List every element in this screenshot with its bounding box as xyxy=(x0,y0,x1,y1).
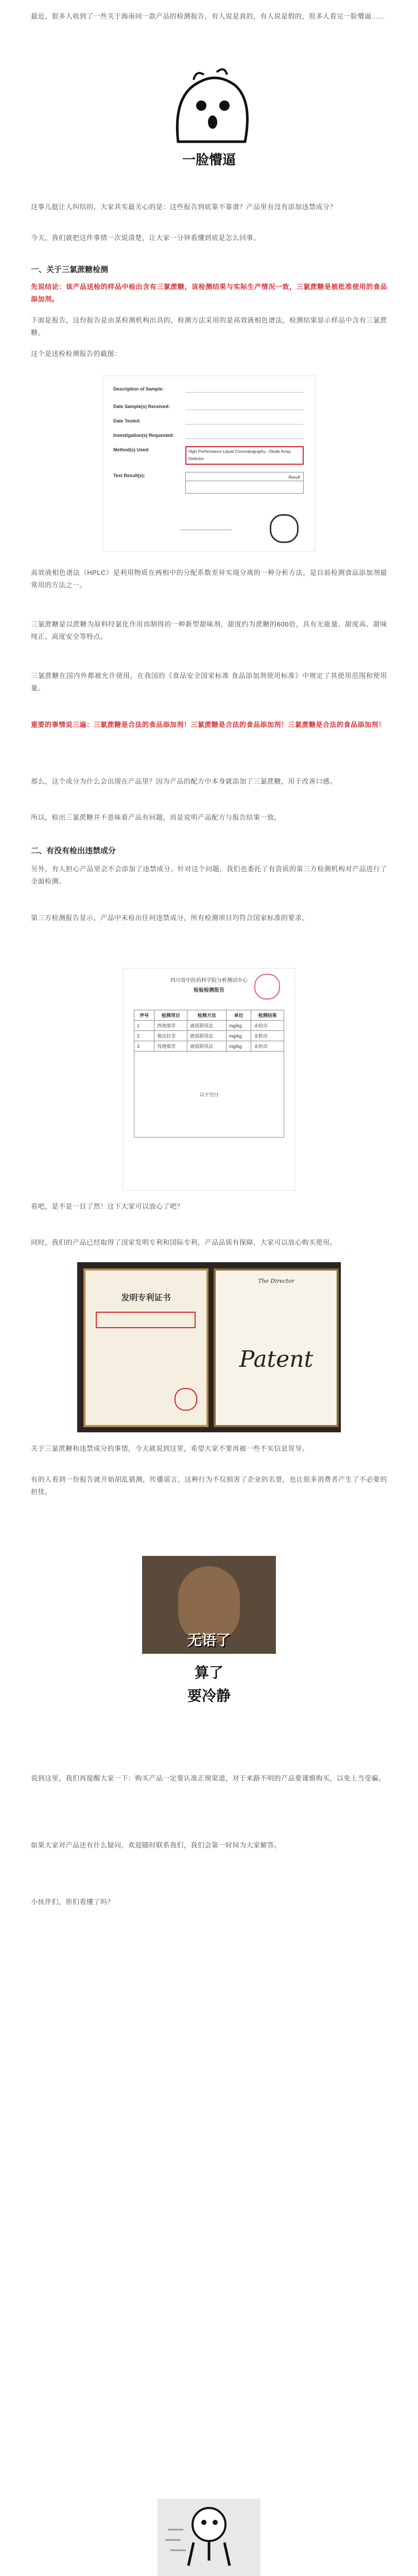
signature-icon xyxy=(180,519,232,530)
table-row: 3 伐地那非 液质联用法 mg/kg 未检出 xyxy=(134,1041,284,1052)
table-row: 以下空白 xyxy=(134,1052,284,1138)
section-title: 一、关于三氯蔗糖检测 xyxy=(31,265,109,274)
us-patent-certificate: The Director Patent xyxy=(214,1268,339,1427)
paragraph: 同时，我们的产品已经取得了国家发明专利和国际专利，产品品质有保障，大家可以放心购买使用。 xyxy=(31,1239,337,1246)
article-page: 最近，很多人收到了一些关于海南同一款产品的检测报告，有人说是真的，有人说是假的，很多人看完一脸懵逼…… 一脸懵逼 这事儿挺让人纠结的，大家其实最关心的是：这些报告到底靠不靠谱？产品里有没有添加违禁成分？ 今天，我们就把这件事情一次说清楚，让大家一分钟看懂到底是怎么回事。 一、关于三氯蔗糖检测 先说结论：该产品送检的样品中检出含有三氯蔗糖，该检测结果与实际生产情况一致，三氯蔗糖是被批准使用的食品添加剂。 下面是报告，这份报告是由某检测机构出具的，检测方法采用的是高效液相色谱法，检测结果显示样品中含有三氯蔗糖。 这个是送检检测报告的截图： Description of Sample: Date Sample(s) Received: Date Tested: Investigation(s) Requested: Method(s) Used: High Performance Liquid Chromatography - Diode Array Detector Test Result(s): Result 高效液相色谱法（HPLC）是利用物质在两相中的分配系数差异实现分离的一种分析方法，是目前检测食品添加剂最常用的方法之一。 三氯蔗糖是以蔗糖为原料经氯化作用而制得的一种新型甜味剂，甜度约为蔗糖的600倍，具有无能量、甜度高、甜味纯正、高度安全等特点。 三氯蔗糖在国内外都被允许使用，在我国的《食品安全国家标准 食品添加剂使用标准》中规定了其使用范围和使用量。 重要的事情说三遍：三氯蔗糖是合法的食品添加剂！三氯蔗糖是合法的食品添加剂！三氯蔗糖是合法的食品添加剂！ 那么，这个成分为什么会出现在产品里？因为产品的配方中本身就添加了三氯蔗糖，用于改善口感。 所以，检出三氯蔗糖并不意味着产品有问题，而是说明产品配方与报告结果一致。 二、有没有检出违禁成分 另外，有人担心产品里会不会添加了违禁成分。针对这个问题，我们也委托了有资质的第三方检测机构对产品进行了全面检测。 第三方检测报告显示，产品中未检出任何违禁成分，所有检测项目均符合国家标准的要求。 四川省中医药科学院分析测试中心 检验检测报告 序号 检测项目 检测方法 单位 检测结果 1 西地那非 液质联用法 mg/kg 未检出 2 他达拉非 液质联用法 mg/kg 未检出 3 伐地那非 液质联用法 mg/kg 未检出 以下空白 看吧，是不是一目了然！这下大家可以放心了吧？ 同时，我们的产品已经取得了国家发明专利和国际专利，产品品质有保障，大家可以放心购买使用。 发明专利证书 The Director Patent 关于三氯蔗糖和违禁成分的事情，今天就说到这里，希望大家不要再被一些不实信息误导。 有的人看到一份报告就开始胡乱猜测，传播谣言，这种行为不仅损害了企业的名誉，也让很多消费者产生了不必要的担忧。 无语了 算了 要冷静 说到这里，我们再提醒大家一下：购买产品一定要认准正规渠道，对于来路不明的产品要谨慎购买，以免上当受骗。 如果大家对产品还有什么疑问，欢迎随时联系我们，我们会第一时间为大家解答。 小伙伴们，你们看懂了吗？ xyxy=(0,0,418,2576)
paragraph: 三氯蔗糖在国内外都被允许使用，在我国的《食品安全国家标准 食品添加剂使用标准》中规定了其使用范围和使用量。 xyxy=(31,672,387,692)
running-meme xyxy=(158,2499,260,2576)
paragraph: 三氯蔗糖是以蔗糖为原料经氯化作用而制得的一种新型甜味剂，甜度约为蔗糖的600倍，具有无能量、甜度高、甜味纯正、高度安全等特点。 xyxy=(31,620,387,640)
intro-paragraph: 最近，很多人收到了一些关于海南同一款产品的检测报告，有人说是真的，有人说是假的，很多人看完一脸懵逼…… xyxy=(31,12,386,20)
paragraph: 小伙伴们，你们看懂了吗？ xyxy=(31,1898,115,1906)
patent-certificates xyxy=(77,1262,341,1432)
highlight-box xyxy=(96,1312,196,1328)
section-title: 二、有没有检出违禁成分 xyxy=(31,846,116,855)
paragraph: 那么，这个成分为什么会出现在产品里？因为产品的配方中本身就添加了三氯蔗糖，用于改善口感。 xyxy=(31,777,337,785)
paragraph: 有的人看到一份报告就开始胡乱猜测，传播谣言，这种行为不仅损害了企业的名誉，也让很多消费者产生了不必要的担忧。 xyxy=(31,1476,387,1496)
lab-report-image: 四川省中医药科学院分析测试中心 检验检测报告 序号 检测项目 检测方法 单位 检测结果 1 西地那非 液质联用法 mg/kg 未检出 2 他达拉非 液质联用法 mg/kg 未检出 3 伐地那非 液质联用法 mg/kg 未检出 以下空白 xyxy=(124,969,294,1190)
confused-face-icon xyxy=(158,64,260,147)
paragraph: 如果大家对产品还有什么疑问，欢迎随时联系我们，我们会第一时间为大家解答。 xyxy=(31,1841,282,1849)
table-row: 2 他达拉非 液质联用法 mg/kg 未检出 xyxy=(134,1031,284,1041)
official-seal-icon xyxy=(175,1388,197,1411)
meme-caption: 一脸懵逼 xyxy=(182,152,236,168)
paragraph: 这事儿挺让人纠结的，大家其实最关心的是：这些报告到底靠不靠谱？产品里有没有添加违禁成分？ xyxy=(31,203,337,211)
stamp-icon xyxy=(254,974,280,999)
test-report-image: Description of Sample: Date Sample(s) Received: Date Tested: Investigation(s) Requested: Method(s) Used: High Performance Liquid Chromatography - Diode Array Detector Test Result(s): Result xyxy=(103,376,315,551)
confused-meme xyxy=(158,64,260,167)
paragraph: 关于三氯蔗糖和违禁成分的事情，今天就说到这里，希望大家不要再被一些不实信息误导。 xyxy=(31,1445,309,1452)
table-row: 1 西地那非 液质联用法 mg/kg 未检出 xyxy=(134,1021,284,1031)
paragraph: 所以，检出三氯蔗糖并不意味着产品有问题，而是说明产品配方与报告结果一致。 xyxy=(31,814,282,821)
paragraph: 这个是送检检测报告的截图： xyxy=(31,350,121,358)
seal-icon xyxy=(270,514,299,543)
paragraph: 下面是报告，这份报告是由某检测机构出具的，检测方法采用的是高效液相色谱法，检测结果显示样品中含有三氯蔗糖。 xyxy=(31,316,387,336)
running-figure-icon xyxy=(158,2499,260,2576)
paragraph: 另外，有人担心产品里会不会添加了违禁成分。针对这个问题，我们也委托了有资质的第三方检测机构对产品进行了全面检测。 xyxy=(31,865,387,885)
result-table: 序号 检测项目 检测方法 单位 检测结果 1 西地那非 液质联用法 mg/kg 未检出 2 他达拉非 液质联用法 mg/kg 未检出 3 伐地那非 液质联用法 mg/kg 未检出 以下空白 xyxy=(134,1010,284,1138)
method-highlight: High Performance Liquid Chromatography - Diode Array Detector xyxy=(185,446,304,465)
paragraph: 第三方检测报告显示，产品中未检出任何违禁成分，所有检测项目均符合国家标准的要求。 xyxy=(31,914,309,922)
cn-patent-certificate: 发明专利证书 xyxy=(83,1268,208,1427)
speechless-meme: 无语了 xyxy=(142,1556,276,1654)
paragraph-key: 说到这里，我们再提醒大家一下：购买产品一定要认准正规渠道，对于来路不明的产品要谨慎购买，以免上当受骗。 xyxy=(31,1774,386,1782)
paragraph: 高效液相色谱法（HPLC）是利用物质在两相中的分配系数差异实现分离的一种分析方法，是目前检测食品添加剂最常用的方法之一。 xyxy=(31,569,387,589)
paragraph: 今天，我们就把这件事情一次说清楚，让大家一分钟看懂到底是怎么回事。 xyxy=(31,234,260,242)
paragraph-key: 先说结论：该产品送检的样品中检出含有三氯蔗糖，该检测结果与实际生产情况一致，三氯蔗糖是被批准使用的食品添加剂。 xyxy=(31,283,387,303)
paragraph-key: 重要的事情说三遍：三氯蔗糖是合法的食品添加剂！三氯蔗糖是合法的食品添加剂！三氯蔗糖是合法的食品添加剂！ xyxy=(31,721,386,728)
paragraph: 看吧，是不是一目了然！这下大家可以放心了吧？ xyxy=(31,1202,184,1210)
